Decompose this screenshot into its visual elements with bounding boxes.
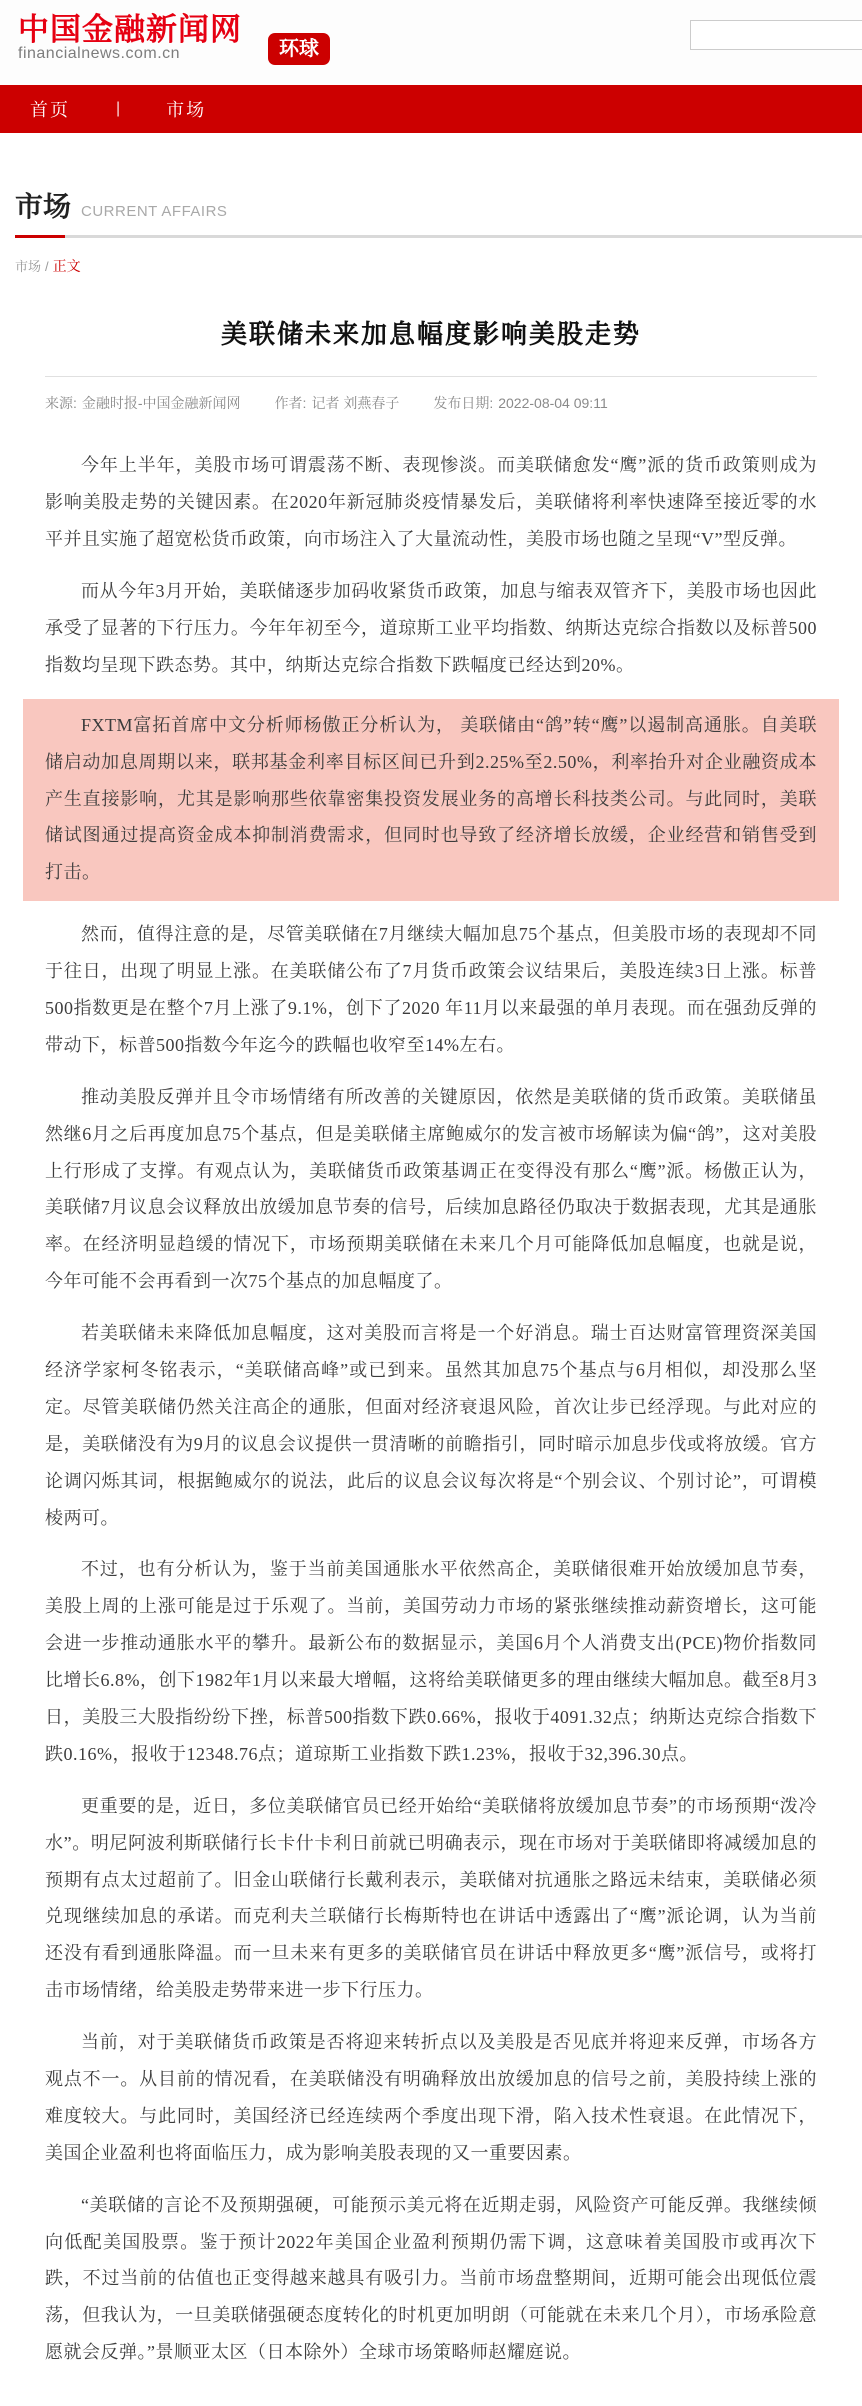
title-divider (45, 376, 817, 377)
meta-author-label: 作者: (274, 395, 307, 412)
article (0, 316, 862, 2406)
article-paragraph: 若美联储未来降低加息幅度，这对美股而言将是一个好消息。瑞士百达财富管理资深美国经济学家柯冬铭表示，“美联储高峰”或已到来。虽然其加息75个基点与6月相似，却没那么坚定。尽管美联储仍然关注高企的通胀，但面对经济衰退风险，首次让步已经浮现。与此对应的是，美联储没有为9月的议息会议提供一贯清晰的前瞻指引，同时暗示加息步伐或将放缓。官方论调闪烁其词，根据鲍威尔的说法，此后的议息会议每次将是“个别会议、个别讨论”，可谓模棱两可。 (45, 1323, 817, 1528)
section-header (15, 185, 862, 225)
article-paragraph: “美联储的言论不及预期强硬，可能预示美元将在近期走弱，风险资产可能反弹。我继续倾向低配美国股票。鉴于预计2022年美国企业盈利预期仍需下调，这意味着美国股市或再次下跌，不过当前的估值也正变得越来越具有吸引力。当前市场盘整期间，近期可能会出现低位震荡，但我认为，一旦美联储强硬态度转化的时机更加明朗（可能就在未来几个月），市场承险意愿就会反弹。”景顺亚太区（日本除外）全球市场策略师赵耀庭说。 (45, 2194, 817, 2363)
meta-source (45, 393, 241, 413)
logo-domain: financialnews.com.cn (18, 45, 181, 63)
site-header (0, 0, 862, 85)
breadcrumb-separator: / (45, 259, 49, 274)
article-paragraph: 当前，对于美联储货币政策是否将迎来转折点以及美股是否见底并将迎来反弹，市场各方观点不一。从目前的情况看，在美联储没有明确释放出放缓加息的信号之前，美股持续上涨的难度较大。与此同时，美国经济已经连续两个季度出现下滑，陷入技术性衰退。在此情况下，美国企业盈利也将面临压力，成为影响美股表现的又一重要因素。 (45, 2032, 817, 2163)
article-paragraph: 不过，也有分析认为，鉴于当前美国通胀水平依然高企，美联储很难开始放缓加息节奏，美股上周的上涨可能是过于乐观了。当前，美国劳动力市场的紧张继续推动薪资增长，这可能会进一步推动通胀水平的攀升。最新公布的数据显示，美国6月个人消费支出(PCE)物价指数同比增长6.8%，创下1982年1月以来最大增幅，这将给美联储更多的理由继续大幅加息。截至8月3日，美股三大股指纷纷下挫，标普500指数下跌0.66%，报收于4091.32点；纳斯达克综合指数下跌0.16%，报收于12348.76点；道琼斯工业指数下跌1.23%，报收于32,396.30点。 (45, 1559, 817, 1764)
meta-date (433, 393, 607, 413)
section-subtitle: CURRENT AFFAIRS (81, 203, 228, 220)
article-body (45, 447, 817, 2406)
meta-source-value: 金融时报-中国金融新闻网 (81, 395, 241, 412)
breadcrumb-market[interactable]: 市场 (15, 259, 42, 274)
channel-badge[interactable]: 环球 (268, 33, 330, 65)
main-nav (0, 85, 862, 133)
search-input[interactable] (690, 20, 862, 50)
article-paragraph: 今年上半年，美股市场可谓震荡不断、表现惨淡。而美联储愈发“鹰”派的货币政策则成为影响美股走势的关键因素。在2020年新冠肺炎疫情暴发后，美联储将利率快速降至接近零的水平并且实施了超宽松货币政策，向市场注入了大量流动性，美股市场也随之呈现“V”型反弹。 (45, 455, 817, 550)
nav-item-market[interactable]: 市场 (166, 100, 207, 120)
section-rule-accent (15, 235, 65, 238)
article-paragraph: 而从今年3月开始，美联储逐步加码收紧货币政策，加息与缩表双管齐下，美股市场也因此承受了显著的下行压力。今年年初至今，道琼斯工业平均指数、纳斯达克综合指数以及标普500指数均呈现下跌态势。其中，纳斯达克综合指数下跌幅度已经达到20%。 (45, 581, 817, 675)
article-paragraph: 推动美股反弹并且令市场情绪有所改善的关键原因，依然是美联储的货币政策。美联储虽然继6月之后再度加息75个基点，但是美联储主席鲍威尔的发言被市场解读为偏“鸽”，这对美股上行形成了支撑。有观点认为，美联储货币政策基调正在变得没有那么“鹰”派。杨傲正认为，美联储7月议息会议释放出放缓加息节奏的信号，后续加息路径仍取决于数据表现，尤其是通胀率。在经济明显趋缓的情况下，市场预期美联储在未来几个月可能降低加息幅度，也就是说，今年可能不会再看到一次75个基点的加息幅度了。 (45, 1086, 817, 1292)
meta-author (275, 393, 400, 413)
site-logo[interactable] (18, 13, 242, 63)
article-title: 美联储未来加息幅度影响美股走势 (220, 319, 641, 349)
section-title: 市场 (15, 191, 72, 222)
meta-source-label: 来源: (45, 395, 77, 412)
article-paragraph: 然而，值得注意的是，尽管美联储在7月继续大幅加息75个基点，但美股市场的表现却不同于往日，出现了明显上涨。在美联储公布了7月货币政策会议结果后，美股连续3日上涨。标普500指数更是在整个7月上涨了9.1%，创下了2020 年11月以来最强的单月表现。而在强劲反弹的带动下，标普500指数今年迄今的跌幅也收窄至14%左右。 (45, 924, 817, 1055)
logo-title[interactable]: 中国金融新闻网 (18, 12, 242, 47)
meta-author-value: 记者 刘燕春子 (311, 395, 400, 412)
meta-date-value: 2022-08-04 09:11 (498, 395, 608, 412)
nav-divider: | (116, 100, 121, 117)
article-paragraph: 更重要的是，近日，多位美联储官员已经开始给“美联储将放缓加息节奏”的市场预期“泼冷水”。明尼阿波利斯联储行长卡什卡利日前就已明确表示，现在市场对于美联储即将减缓加息的预期有点太过超前了。旧金山联储行长戴利表示，美联储对抗通胀之路远未结束，美联储必须兑现继续加息的承诺。而克利夫兰联储行长梅斯特也在讲话中透露出了“鹰”派论调，认为当前还没有看到通胀降温。而一旦未来有更多的美联储官员在讲话中释放更多“鹰”派信号，或将打击市场情绪，给美股走势带来进一步下行压力。 (45, 1795, 817, 2001)
article-meta (45, 393, 817, 413)
section-rule (15, 235, 862, 238)
nav-item-home[interactable]: 首页 (30, 100, 70, 120)
breadcrumb-current[interactable]: 正文 (52, 258, 81, 274)
breadcrumb (15, 256, 862, 276)
article-paragraph-highlighted: FXTM富拓首席中文分析师杨傲正分析认为， 美联储由“鸽”转“鹰”以遏制高通胀。自美联储启动加息周期以来，联邦基金利率目标区间已升到2.25%至2.50%，利率抬升对企业融资成本产生直接影响，尤其是影响那些依靠密集投资发展业务的高增长科技类公司。与此同时，美联储试图通过提高资金成本抑制消费需求，但同时也导致了经济增长放缓，企业经营和销售受到打击。 (23, 699, 839, 901)
meta-date-label: 发布日期: (433, 395, 494, 412)
